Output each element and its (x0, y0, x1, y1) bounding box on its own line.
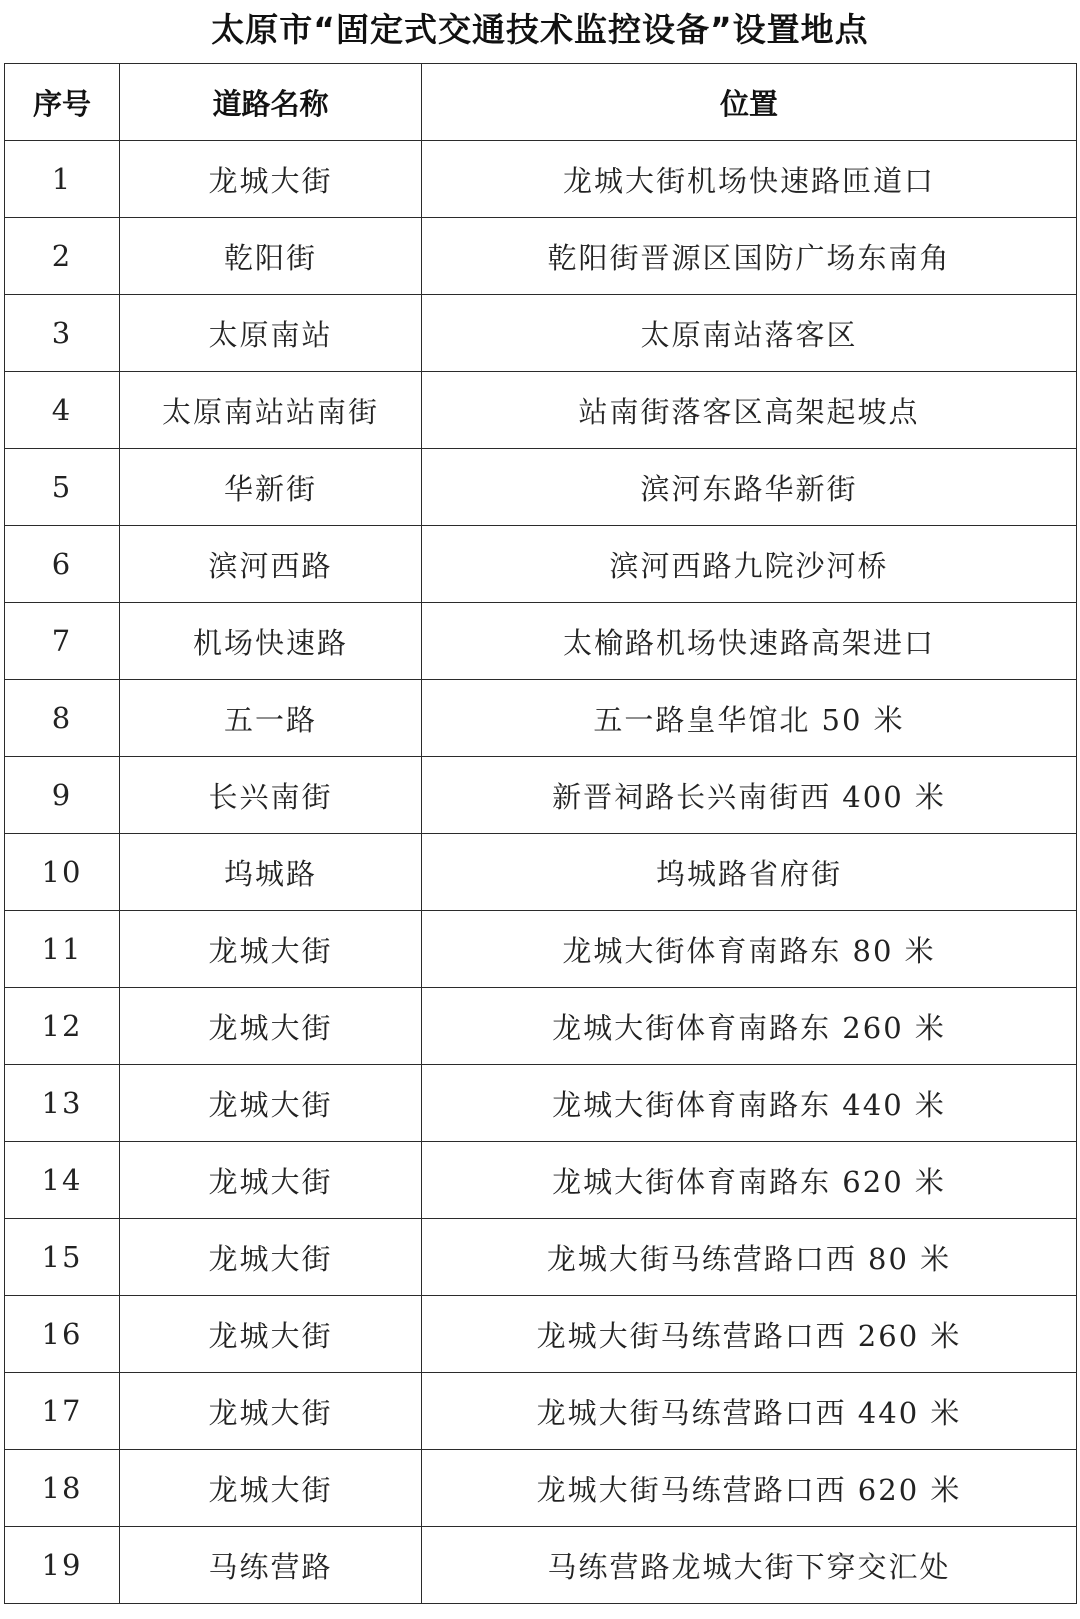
table-row (5, 1065, 1077, 1142)
cell-num: 5 (5, 449, 120, 526)
cell-num: 10 (5, 834, 120, 911)
table-row (5, 834, 1077, 911)
table-row (5, 141, 1077, 218)
cell-num: 2 (5, 218, 120, 295)
table-row (5, 1450, 1077, 1527)
table-row (5, 757, 1077, 834)
cell-num: 9 (5, 757, 120, 834)
cell-road: 龙城大街 (120, 988, 422, 1065)
table-row (5, 603, 1077, 680)
table-body (5, 141, 1077, 1604)
cell-road: 华新街 (120, 449, 422, 526)
table-row (5, 1373, 1077, 1450)
table-row (5, 1219, 1077, 1296)
cell-location: 太榆路机场快速路高架进口 (422, 603, 1077, 680)
table-row (5, 911, 1077, 988)
cell-num: 16 (5, 1296, 120, 1373)
cell-road: 坞城路 (120, 834, 422, 911)
cell-road: 龙城大街 (120, 911, 422, 988)
table-header (5, 64, 1077, 141)
cell-location: 龙城大街机场快速路匝道口 (422, 141, 1077, 218)
header-row (5, 64, 1077, 141)
table-row (5, 295, 1077, 372)
cell-location: 龙城大街马练营路口西 80 米 (422, 1219, 1077, 1296)
cell-num: 8 (5, 680, 120, 757)
table-row (5, 1527, 1077, 1604)
cell-road: 机场快速路 (120, 603, 422, 680)
table-row (5, 526, 1077, 603)
cell-location: 马练营路龙城大街下穿交汇处 (422, 1527, 1077, 1604)
monitoring-sites-table (4, 63, 1077, 1604)
cell-location: 龙城大街马练营路口西 440 米 (422, 1373, 1077, 1450)
cell-road: 龙城大街 (120, 1219, 422, 1296)
cell-num: 4 (5, 372, 120, 449)
header-road: 道路名称 (120, 64, 422, 141)
table-row (5, 218, 1077, 295)
cell-location: 坞城路省府街 (422, 834, 1077, 911)
cell-road: 龙城大街 (120, 1065, 422, 1142)
cell-num: 18 (5, 1450, 120, 1527)
document-title: 太原市“固定式交通技术监控设备”设置地点 (211, 10, 869, 49)
cell-location: 滨河东路华新街 (422, 449, 1077, 526)
cell-location: 滨河西路九院沙河桥 (422, 526, 1077, 603)
table-row (5, 449, 1077, 526)
cell-road: 龙城大街 (120, 1373, 422, 1450)
cell-num: 19 (5, 1527, 120, 1604)
header-num: 序号 (5, 64, 120, 141)
cell-num: 11 (5, 911, 120, 988)
table-row (5, 988, 1077, 1065)
cell-road: 滨河西路 (120, 526, 422, 603)
cell-location: 龙城大街体育南路东 80 米 (422, 911, 1077, 988)
cell-road: 太原南站 (120, 295, 422, 372)
cell-location: 新晋祠路长兴南街西 400 米 (422, 757, 1077, 834)
cell-num: 13 (5, 1065, 120, 1142)
header-location: 位置 (422, 64, 1077, 141)
cell-road: 龙城大街 (120, 141, 422, 218)
cell-road: 龙城大街 (120, 1296, 422, 1373)
cell-road: 龙城大街 (120, 1142, 422, 1219)
cell-road: 乾阳街 (120, 218, 422, 295)
cell-location: 五一路皇华馆北 50 米 (422, 680, 1077, 757)
cell-location: 龙城大街体育南路东 260 米 (422, 988, 1077, 1065)
cell-road: 太原南站站南街 (120, 372, 422, 449)
cell-location: 龙城大街马练营路口西 260 米 (422, 1296, 1077, 1373)
cell-location: 乾阳街晋源区国防广场东南角 (422, 218, 1077, 295)
cell-location: 龙城大街马练营路口西 620 米 (422, 1450, 1077, 1527)
cell-location: 站南街落客区高架起坡点 (422, 372, 1077, 449)
cell-num: 14 (5, 1142, 120, 1219)
table-row (5, 372, 1077, 449)
cell-num: 17 (5, 1373, 120, 1450)
cell-road: 龙城大街 (120, 1450, 422, 1527)
cell-num: 7 (5, 603, 120, 680)
table-row (5, 1296, 1077, 1373)
cell-road: 五一路 (120, 680, 422, 757)
cell-num: 12 (5, 988, 120, 1065)
cell-location: 龙城大街体育南路东 440 米 (422, 1065, 1077, 1142)
cell-num: 15 (5, 1219, 120, 1296)
cell-road: 长兴南街 (120, 757, 422, 834)
table-row (5, 1142, 1077, 1219)
cell-location: 龙城大街体育南路东 620 米 (422, 1142, 1077, 1219)
cell-num: 6 (5, 526, 120, 603)
table-row (5, 680, 1077, 757)
cell-num: 3 (5, 295, 120, 372)
cell-location: 太原南站落客区 (422, 295, 1077, 372)
cell-num: 1 (5, 141, 120, 218)
cell-road: 马练营路 (120, 1527, 422, 1604)
